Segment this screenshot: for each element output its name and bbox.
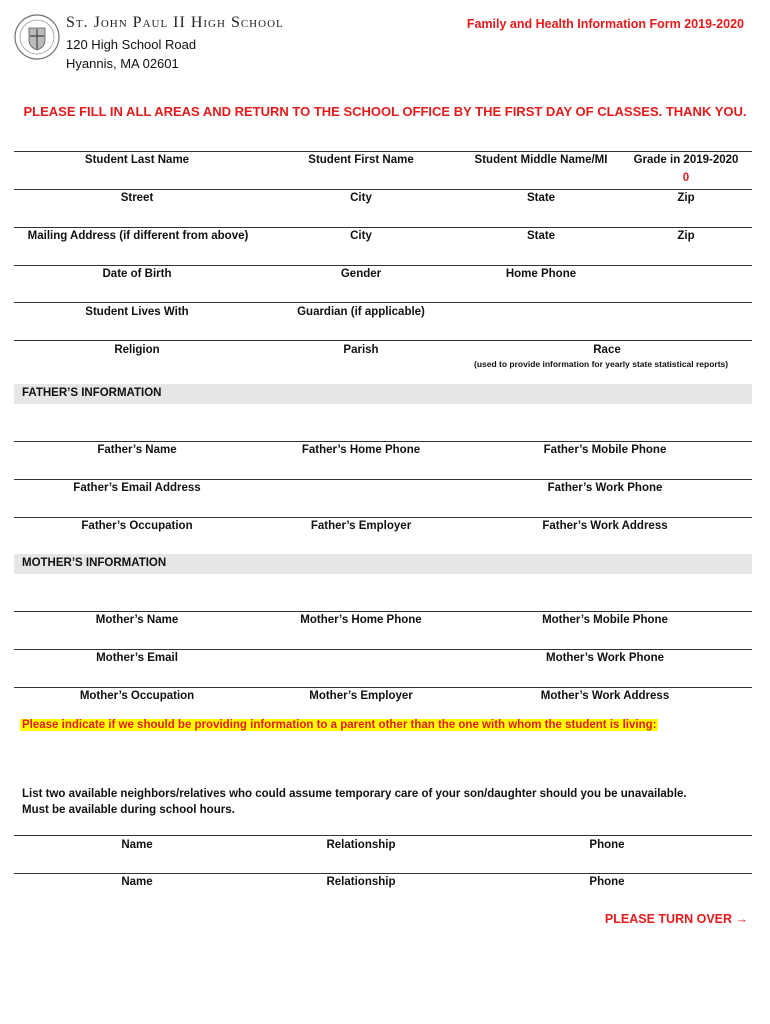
mother-name-label: Mother’s Name	[95, 614, 179, 626]
gender-label: Gender	[340, 268, 382, 280]
divider	[14, 479, 752, 480]
zip-label: Zip	[677, 192, 695, 204]
grade-label: Grade in 2019-2020	[633, 154, 739, 166]
school-name: St. John Paul II High School	[66, 14, 284, 31]
mother-mobile-phone-label: Mother’s Mobile Phone	[542, 614, 668, 626]
neighbor1-phone-label: Phone	[589, 839, 625, 851]
date-of-birth-label: Date of Birth	[102, 268, 172, 280]
religion-label: Religion	[114, 344, 160, 356]
divider	[14, 611, 752, 612]
mother-work-phone-label: Mother’s Work Phone	[546, 652, 664, 664]
divider	[14, 265, 752, 266]
neighbor2-relationship-label: Relationship	[326, 876, 396, 888]
mother-email-label: Mother’s Email	[96, 652, 178, 664]
mother-occupation-label: Mother’s Occupation	[79, 690, 195, 702]
father-occupation-label: Father’s Occupation	[81, 520, 193, 532]
parish-label: Parish	[343, 344, 379, 356]
guardian-label: Guardian (if applicable)	[297, 306, 425, 318]
fill-instruction: PLEASE FILL IN ALL AREAS AND RETURN TO THE SCHOOL OFFICE BY THE FIRST DAY OF CLASSES. THANK YOU.	[23, 104, 747, 119]
school-address-street: 120 High School Road	[66, 37, 197, 52]
street-label: Street	[120, 192, 154, 204]
father-section-title: FATHER’S INFORMATION	[22, 387, 162, 399]
mother-work-address-label: Mother’s Work Address	[540, 690, 670, 702]
neighbor1-relationship-label: Relationship	[326, 839, 396, 851]
divider	[14, 441, 752, 442]
please-turn-over: PLEASE TURN OVER →	[604, 912, 748, 926]
mailing-zip-label: Zip	[677, 230, 695, 242]
city-label: City	[350, 192, 372, 204]
divider	[14, 340, 752, 341]
grade-value[interactable]: 0	[682, 172, 690, 184]
divider	[14, 835, 752, 836]
father-work-phone-label: Father’s Work Phone	[547, 482, 663, 494]
mother-section-title: MOTHER’S INFORMATION	[22, 557, 167, 569]
home-phone-label: Home Phone	[505, 268, 577, 280]
state-label: State	[526, 192, 556, 204]
mailing-state-label: State	[526, 230, 556, 242]
mailing-address-label: Mailing Address (if different from above)	[27, 230, 249, 242]
father-name-label: Father’s Name	[97, 444, 177, 456]
divider	[14, 189, 752, 190]
mother-employer-label: Mother’s Employer	[309, 690, 413, 702]
father-home-phone-label: Father’s Home Phone	[301, 444, 421, 456]
divider	[14, 517, 752, 518]
neighbors-availability-note: Must be available during school hours.	[22, 804, 235, 816]
race-note: (used to provide information for yearly state statistical reports)	[474, 359, 729, 369]
neighbor1-name-label: Name	[121, 839, 153, 851]
mother-section-header	[14, 554, 752, 574]
divider	[14, 302, 752, 303]
father-employer-label: Father’s Employer	[310, 520, 412, 532]
divider	[14, 227, 752, 228]
lives-with-label: Student Lives With	[85, 306, 189, 318]
divider	[14, 873, 752, 874]
form-title: Family and Health Information Form 2019-2020	[466, 17, 744, 31]
divider	[14, 649, 752, 650]
other-parent-note: Please indicate if we should be providing information to a parent other than the one with whom the student is living:	[22, 719, 657, 731]
neighbors-instruction: List two available neighbors/relatives who could assume temporary care of your son/daughter should you be unavailable.	[22, 788, 687, 800]
student-middle-name-label: Student Middle Name/MI	[474, 154, 608, 166]
neighbor2-phone-label: Phone	[589, 876, 625, 888]
student-last-name-label: Student Last Name	[84, 154, 190, 166]
neighbor2-name-label: Name	[121, 876, 153, 888]
divider	[14, 687, 752, 688]
school-seal-logo	[14, 14, 60, 60]
father-work-address-label: Father’s Work Address	[542, 520, 668, 532]
father-mobile-phone-label: Father’s Mobile Phone	[543, 444, 667, 456]
student-first-name-label: Student First Name	[308, 154, 414, 166]
father-section-header	[14, 384, 752, 404]
mother-home-phone-label: Mother’s Home Phone	[300, 614, 422, 626]
school-address-city: Hyannis, MA 02601	[66, 56, 179, 71]
race-label: Race	[593, 344, 621, 356]
father-email-label: Father’s Email Address	[73, 482, 201, 494]
mailing-city-label: City	[350, 230, 372, 242]
divider	[14, 151, 752, 152]
